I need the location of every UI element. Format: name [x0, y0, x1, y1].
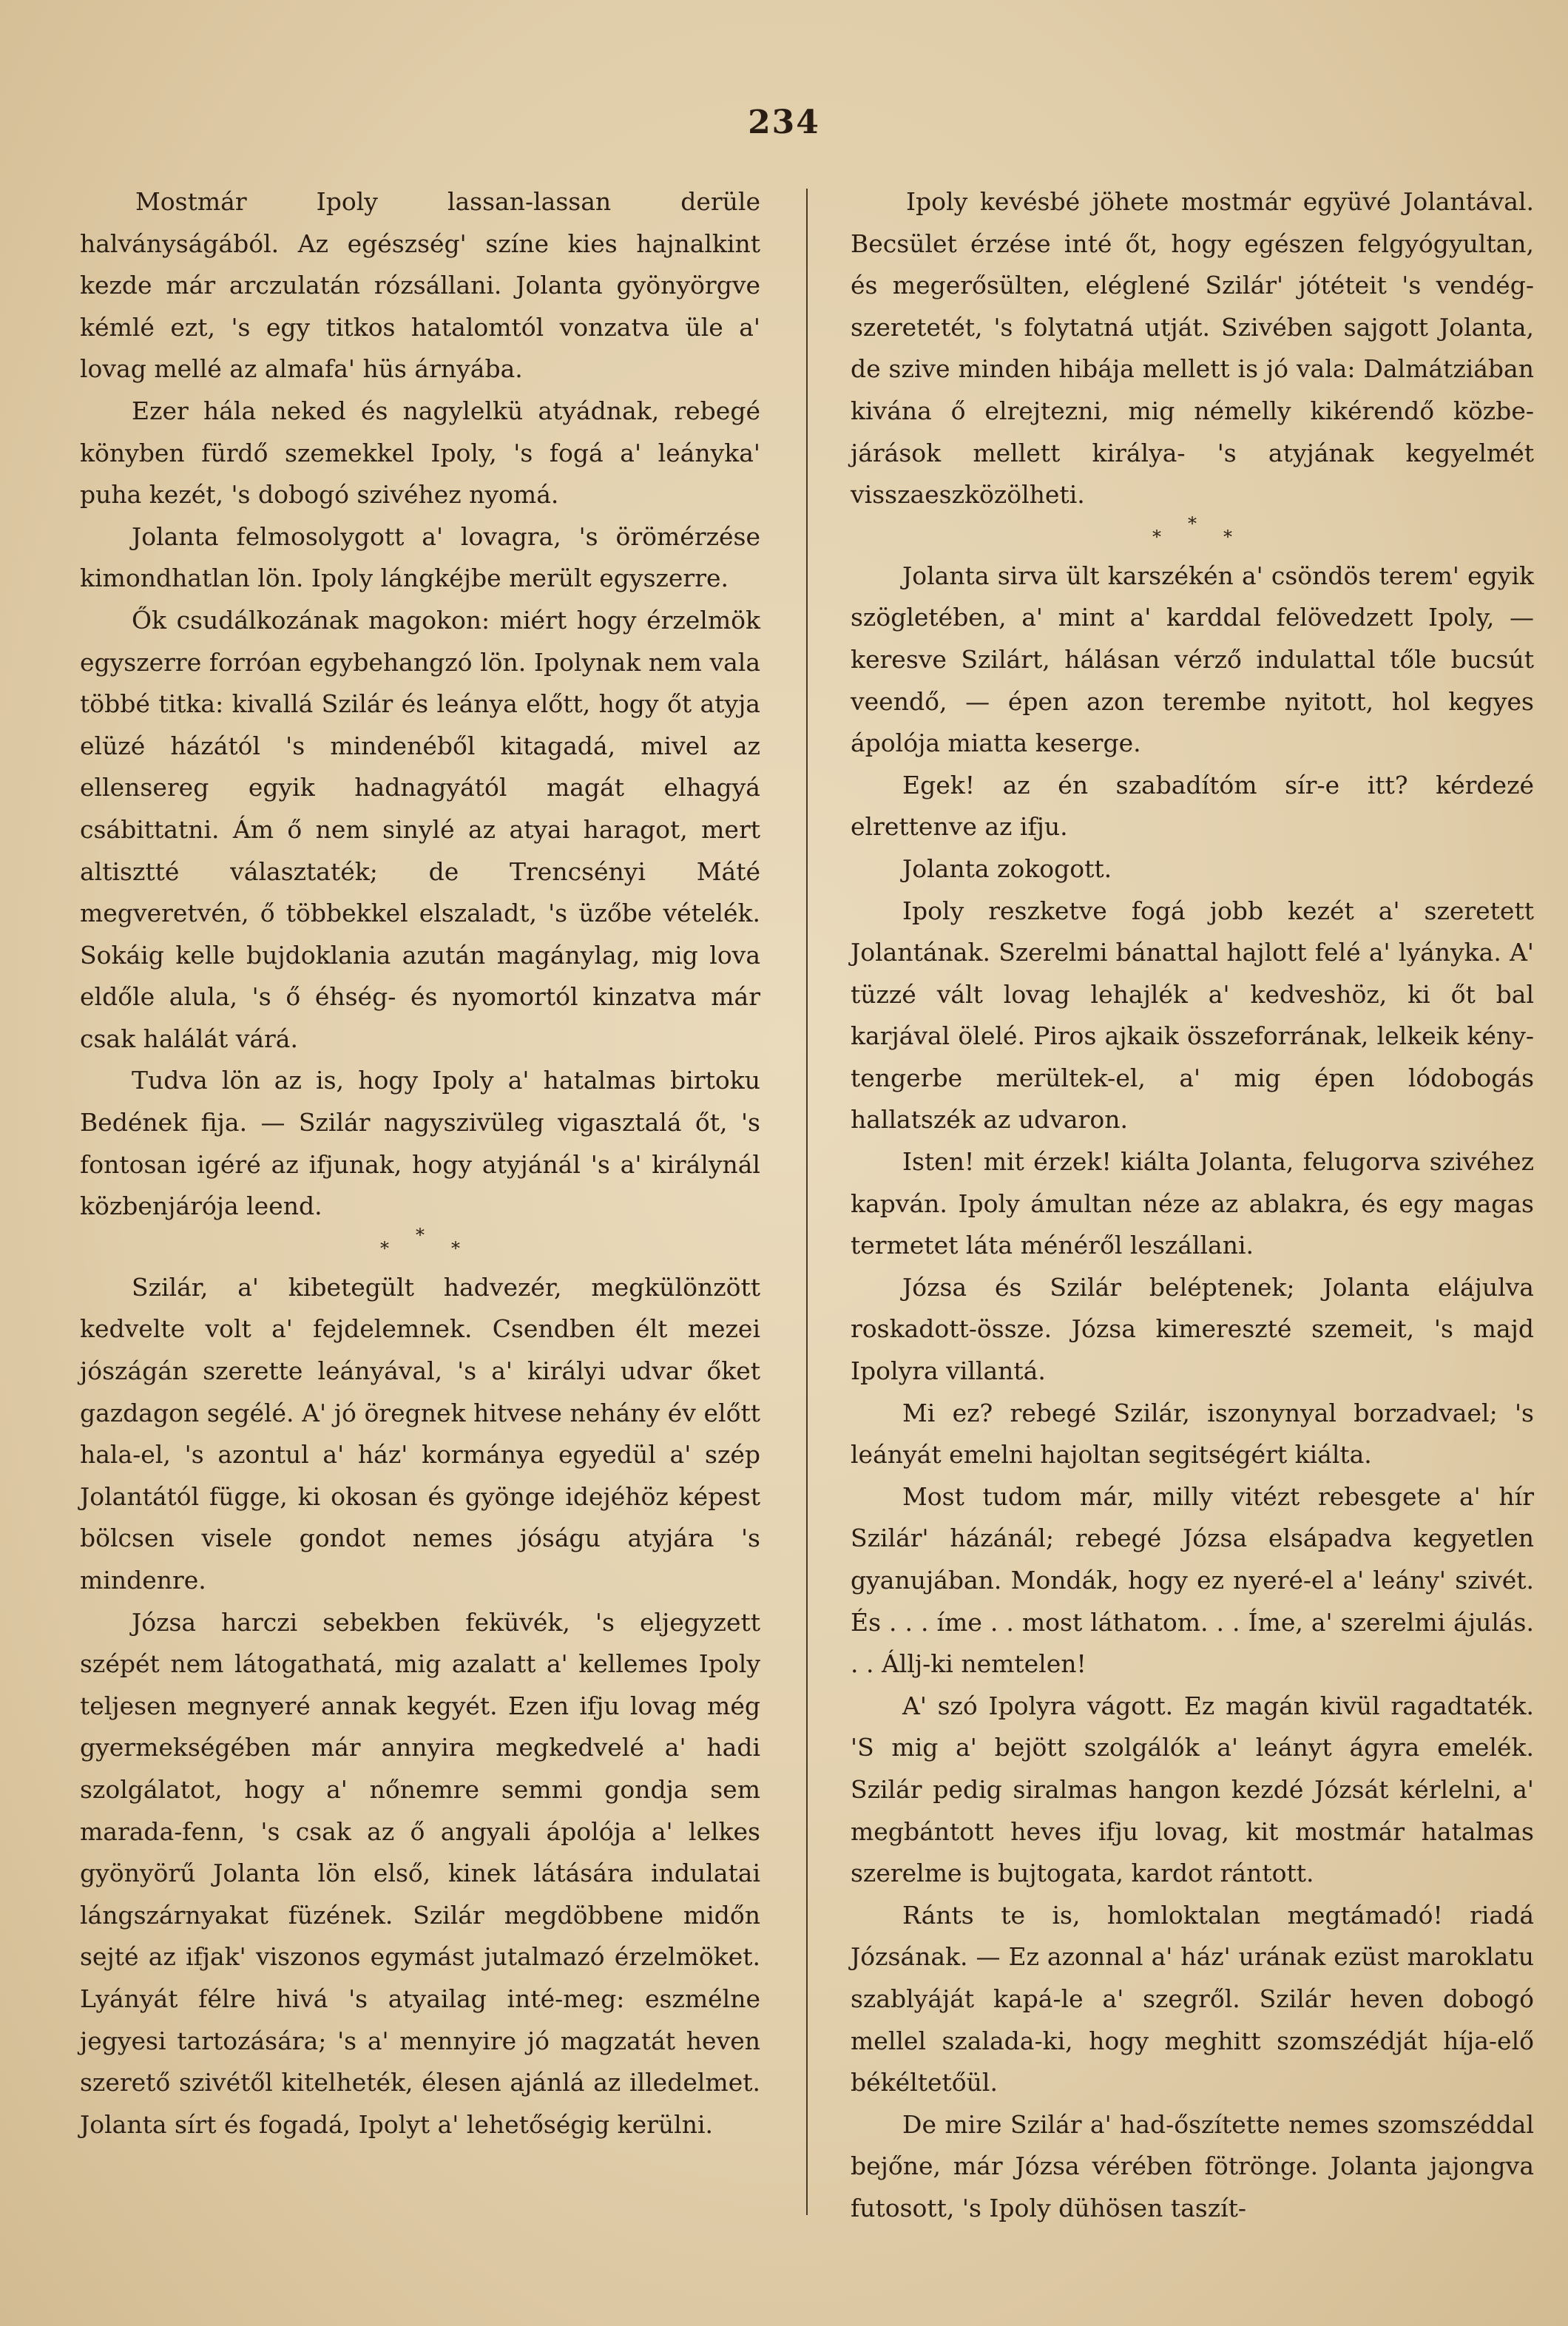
- asterisk: *: [1223, 526, 1232, 547]
- paragraph: Tudva lön az is, hogy Ipoly a' hatalmas birtoku Bedének fija. — Szilár nagyszivüleg vigasztalá őt, 's fontosan igéré az ifjunak, hogy atyjánál 's a' királynál közbenjárója leend.: [80, 1066, 760, 1221]
- paragraph: Most tudom már, milly vitézt rebesgete a' hír Szilár' házánál; rebegé Józsa elsápadva kegyetlen gyanujában. Mondák, hogy ez nyeré-el a' leány' szivét. És . . . íme . . most láthatom. . . Íme, a' szerelmi ájulás. . . Állj-ki nemtelen!: [851, 1481, 1534, 1679]
- paragraph: Mi ez? rebegé Szilár, iszonynyal borzadvael; 's leányát emelni hajoltan segitségért kiálta.: [851, 1398, 1534, 1470]
- paragraph: Ipoly kevésbé jöhete mostmár együvé Jolantával. Becsület érzése inté őt, hogy egészen felgyógyultan, és megerősülten, eléglené Szilár' jótéteit 's vendég-szeretetét, 's folytatná utját. Szivében sajgott Jolanta, de szive minden hibája mellett is jó vala: Dalmátziában kivána ő elrejtezni, mig némelly kikérendő közbe-járások mellett királya- 's atyjának kegyelmét visszaeszközölheti.: [851, 187, 1534, 510]
- asterisk: *: [1152, 526, 1161, 547]
- section-separator: [851, 513, 1534, 555]
- page-number: 234: [748, 104, 820, 141]
- paragraph: Ezer hála neked és nagylelkü atyádnak, rebegé könyben fürdő szemekkel Ipoly, 's fogá a' leányka' puha kezét, 's dobogó szivéhez nyomá.: [80, 396, 760, 510]
- paragraph: Jolanta felmosolygott a' lovagra, 's örömérzése kimondhatlan lön. Ipoly lángkéjbe merült egyszerre.: [80, 521, 760, 593]
- asterisk: *: [451, 1237, 460, 1259]
- asterisk: *: [380, 1237, 389, 1259]
- paragraph: Jolanta sirva ült karszékén a' csöndös terem' egyik szögletében, a' mint a' karddal felövedzett Ipoly, — keresve Szilárt, hálásan vérző indulattal tőle bucsút veendő, — épen azon terembe nyitott, hol kegyes ápolója miatta keserge.: [851, 561, 1534, 758]
- column-divider: [806, 189, 808, 2215]
- right-column: [851, 181, 1534, 2230]
- paragraph: Jolanta zokogott.: [902, 853, 1112, 883]
- paragraph: Józsa harczi sebekben feküvék, 's eljegyzett szépét nem látogathatá, mig azalatt a' kellemes Ipoly teljesen megnyeré annak kegyét. Ezen ifju lovag még gyermekségében már annyira megkedvelé a' hadi szolgálatot, hogy a' nőnemre semmi gondja sem marada-fenn, 's csak az ő angyali ápolója a' lelkes gyönyörű Jolanta lön első, kinek látására indulatai lángszárnyakat füzének. Szilár megdöbbene midőn sejté az ifjak' viszonos egymást jutalmazó érzelmöket. Lyányát félre hivá 's atyailag inté-meg: eszmélne jegyesi tartozására; 's a' mennyire jó magzatát heven szerető szivétől kitelheték, élesen ajánlá az illedelmet. Jolanta sírt és fogadá, Ipolyt a' lehetőségig kerülni.: [80, 1607, 760, 2139]
- paragraph: Ők csudálkozának magokon: miért hogy érzelmök egyszerre forróan egybehangzó lön. Ipolynak nem vala többé titka: kivallá Szilár és leánya előtt, hogy őt atyja elüzé házától 's mindenéből kitagadá, mivel az ellensereg egyik hadnagyától magát elhagyá csábittatni. Ám ő nem sinylé az atyai haragot, mert altisztté választaték; de Trencsényi Máté megveretvén, ő többekkel elszaladt, 's üzőbe vételék. Sokáig kelle bujdoklania azután magánylag, mig lova eldőle alula, 's ő éhség- és nyomortól kinzatva már csak halálát várá.: [80, 605, 760, 1053]
- paragraph: Szilár, a' kibetegült hadvezér, megkülönzött kedvelte volt a' fejdelemnek. Csendben élt mezei jószágán szerette leányával, 's a' királyi udvar őket gazdagon segélé. A' jó öregnek hitvese nehány év előtt hala-el, 's azontul a' ház' kormánya egyedül a' szép Jolantától függe, ki okosan és gyönge idejéhöz képest bölcsen visele gondot nemes jóságu atyjára 's mindenre.: [80, 1272, 760, 1595]
- paragraph: Ipoly reszketve fogá jobb kezét a' szeretett Jolantának. Szerelmi bánattal hajlott felé a' lyányka. A' tüzzé vált lovag lehajlék a' kedveshöz, ki őt bal karjával ölelé. Piros ajkaik összeforrának, lelkeik kény-tengerbe merültek-el, a' mig épen lódobogás hallatszék az udvaron.: [851, 896, 1534, 1135]
- paragraph: Józsa és Szilár beléptenek; Jolanta elájulva roskadott-össze. Józsa kimereszté szemeit, 's majd Ipolyra villantá.: [851, 1272, 1534, 1386]
- paragraph: Ránts te is, homloktalan megtámadó! riadá Józsának. — Ez azonnal a' ház' urának ezüst maroklatu szablyáját kapá-le a' szegről. Szilár heven dobogó mellel szalada-ki, hogy meghitt szomszédját híja-elő békéltetőül.: [851, 1900, 1534, 2097]
- section-separator: [80, 1224, 760, 1267]
- paragraph: Mostmár Ipoly lassan-lassan derüle halványságából. Az egészség' színe kies hajnalkint kezde már arczulatán rózsállani. Jolanta gyönyörgve kémlé ezt, 's egy titkos hatalomtól vonzatva üle a' lovag mellé az almafa' hüs árnyába.: [80, 187, 760, 384]
- paragraph: Isten! mit érzek! kiálta Jolanta, felugorva szivéhez kapván. Ipoly ámultan néze az ablakra, és egy magas termetet láta ménéről leszállani.: [851, 1147, 1534, 1260]
- paragraph: De mire Szilár a' had-őszítette nemes szomszéddal bejőne, már Józsa vérében fötrönge. Jolanta jajongva futosott, 's Ipoly dühösen taszít-: [851, 2109, 1534, 2222]
- paragraph: A' szó Ipolyra vágott. Ez magán kivül ragadtaték. 'S mig a' bejött szolgálók a' leányt ágyra emelék. Szilár pedig siralmas hangon kezdé Józsát kérlelni, a' megbántott heves ifju lovag, kit mostmár hatalmas szerelme is bujtogata, kardot rántott.: [851, 1691, 1534, 1888]
- left-column: [80, 181, 760, 2146]
- asterisk: *: [416, 1224, 425, 1245]
- asterisk: *: [1188, 513, 1197, 534]
- paragraph: Egek! az én szabadítóm sír-e itt? kérdezé elrettenve az ifju.: [851, 770, 1534, 842]
